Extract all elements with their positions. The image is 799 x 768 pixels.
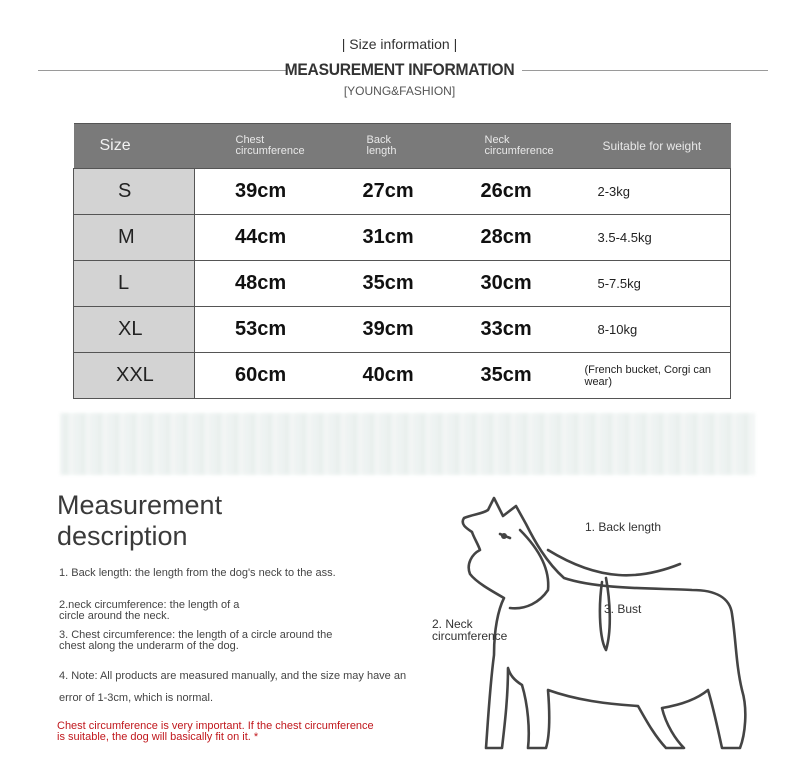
cell-neck: 28cm xyxy=(471,215,585,261)
cell-weight: 2-3kg xyxy=(585,169,731,215)
chest-warning-line2: is suitable, the dog will basically fit on it. * xyxy=(57,731,259,743)
cell-back: 27cm xyxy=(357,169,471,215)
cell-back: 35cm xyxy=(357,261,471,307)
back-length-line xyxy=(548,550,680,575)
description-item-chest xyxy=(59,630,439,652)
header-chest-line2: circumference xyxy=(235,145,305,157)
figure-label-neck-line2: circumference xyxy=(432,629,508,643)
table-row xyxy=(74,307,731,353)
figure-label-neck xyxy=(432,618,507,642)
header-back-line2: length xyxy=(366,145,397,157)
figure-label-neck-line1: 2. Neck xyxy=(432,617,473,631)
size-table xyxy=(73,123,731,399)
description-item-chest-line2: chest along the underarm of the dog. xyxy=(59,640,239,652)
cell-neck: 26cm xyxy=(471,169,585,215)
header-neck-line1: Neck xyxy=(484,134,510,146)
description-title xyxy=(57,490,222,552)
description-title-line1: Measurement xyxy=(57,490,223,520)
description-item-neck-line2: circle around the neck. xyxy=(59,610,170,622)
header-neck-line2: circumference xyxy=(484,145,554,157)
dog-nose xyxy=(501,533,507,539)
cell-neck: 30cm xyxy=(471,261,585,307)
description-item-chest-line1: 3. Chest circumference: the length of a circle around the xyxy=(59,629,333,641)
description-note-line1: 4. Note: All products are measured manually, and the size may have an xyxy=(59,670,407,682)
blurred-banner xyxy=(60,413,755,475)
cell-chest: 44cm xyxy=(195,215,357,261)
cell-back: 40cm xyxy=(357,353,471,399)
table-row xyxy=(74,215,731,261)
header-neck xyxy=(471,124,585,169)
header-back-line1: Back xyxy=(366,134,391,146)
figure-label-back-length: 1. Back length xyxy=(585,520,662,534)
cell-chest: 39cm xyxy=(195,169,357,215)
page-title: MEASUREMENT INFORMATION xyxy=(284,60,515,79)
cell-neck: 35cm xyxy=(471,353,585,399)
description-item-neck-line1: 2.neck circumference: the length of a xyxy=(59,599,240,611)
cell-back: 31cm xyxy=(357,215,471,261)
cell-back: 39cm xyxy=(357,307,471,353)
cell-size: L xyxy=(74,261,195,307)
table-row xyxy=(74,353,731,399)
description-item-back-length: 1. Back length: the length from the dog's neck to the ass. xyxy=(59,567,336,579)
table-header-row xyxy=(74,124,731,169)
page-subtitle: [YOUNG&FASHION] xyxy=(343,84,456,98)
cell-chest: 48cm xyxy=(195,261,357,307)
cell-size: XXL xyxy=(74,353,195,399)
header-chest xyxy=(195,124,357,169)
cell-size: M xyxy=(74,215,195,261)
cell-weight: 3.5-4.5kg xyxy=(585,215,731,261)
cell-weight: 5-7.5kg xyxy=(585,261,731,307)
cell-neck: 33cm xyxy=(471,307,585,353)
cell-weight: (French bucket, Corgi can wear) xyxy=(585,353,731,399)
table-row xyxy=(74,261,731,307)
cell-chest: 60cm xyxy=(195,353,357,399)
figure-label-bust: 3. Bust xyxy=(604,602,642,616)
size-information-label: | Size information | xyxy=(341,36,458,52)
cell-size: S xyxy=(74,169,195,215)
description-title-line2: description xyxy=(57,521,188,551)
description-note xyxy=(59,665,444,709)
chest-warning xyxy=(57,721,417,743)
description-item-neck xyxy=(59,600,439,622)
chest-warning-line1: Chest circumference is very important. If the chest circumference xyxy=(57,720,374,732)
header-back xyxy=(357,124,471,169)
cell-size: XL xyxy=(74,307,195,353)
table-row xyxy=(74,169,731,215)
header-size: Size xyxy=(74,124,195,169)
header-weight: Suitable for weight xyxy=(585,124,731,169)
description-note-line2: error of 1-3cm, which is normal. xyxy=(59,692,214,704)
neck-strap xyxy=(510,530,548,608)
cell-chest: 53cm xyxy=(195,307,357,353)
header-chest-line1: Chest xyxy=(235,134,265,146)
cell-weight: 8-10kg xyxy=(585,307,731,353)
